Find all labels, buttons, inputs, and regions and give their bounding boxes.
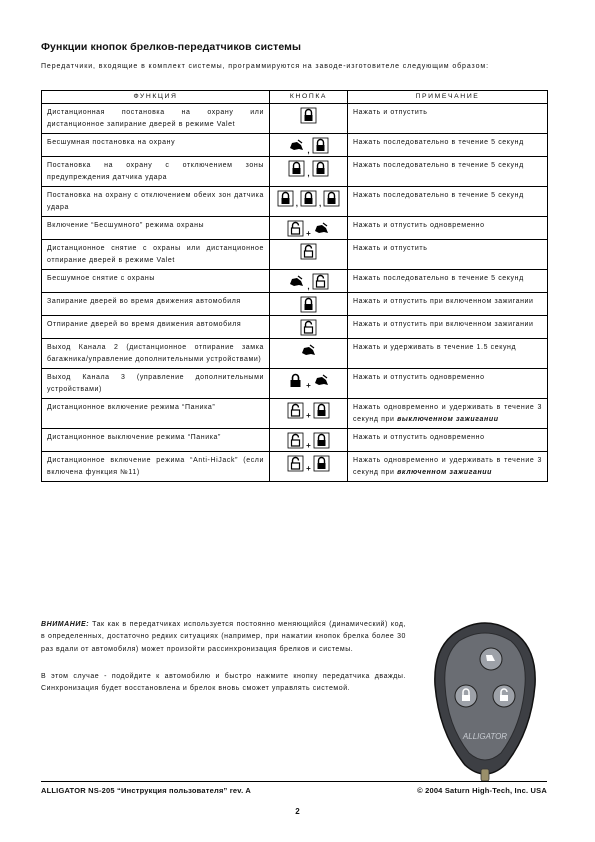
footer-left: ALLIGATOR NS-205 “Инструкция пользователя” rev. A (41, 786, 251, 795)
button-cell (270, 369, 348, 399)
function-cell: Выход Канала 2 (дистанционное отпирание замка багажника/управление дополнительными устройствами) (42, 339, 270, 369)
button-cell (270, 429, 348, 452)
warning-label: ВНИМАНИЕ: (41, 621, 90, 628)
table-row (42, 270, 548, 293)
lock-button-icon (312, 160, 329, 177)
note-emphasis: выключенном зажигании (397, 416, 499, 423)
note-text: Нажать и отпустить одновременно (353, 222, 485, 229)
button-separator: + (306, 464, 311, 473)
button-separator: + (306, 381, 311, 390)
unlock-button-icon (287, 402, 304, 419)
note-text: Нажать последовательно в течение 5 секунд (353, 139, 524, 146)
button-separator: , (307, 282, 310, 291)
button-cell (270, 339, 348, 369)
note-text: Нажать последовательно в течение 5 секунд (353, 275, 524, 282)
lock-button-icon (300, 296, 317, 313)
lock-button-icon (300, 107, 317, 124)
button-cell (270, 104, 348, 134)
unlock-button-icon (287, 432, 304, 449)
table-header-row (42, 91, 548, 104)
note-cell (348, 157, 548, 187)
warning-paragraph-2: В этом случае - подойдите к автомобилю и быстро нажмите кнопку передатчика дважды. Синхронизация будет восстановлена и брелок вновь сможет управлять системой. (41, 673, 406, 693)
trunk-button-icon (288, 273, 305, 290)
intro-text: Передатчики, входящие в комплект системы, программируются на заводе-изготовителе следующим образом: (41, 63, 489, 70)
function-cell: Бесшумное снятие с охраны (42, 270, 270, 293)
note-cell (348, 339, 548, 369)
function-cell: Отпирание дверей во время движения автомобиля (42, 316, 270, 339)
lock-button-icon (277, 190, 294, 207)
unlock-button-icon (300, 319, 317, 336)
button-cell (270, 187, 348, 217)
function-cell: Выход Канала 3 (управление дополнительными устройствами) (42, 369, 270, 399)
table-row (42, 293, 548, 316)
lock-button-icon (313, 432, 330, 449)
lock-button-icon (288, 160, 305, 177)
note-cell (348, 369, 548, 399)
header-note: ПРИМЕЧАНИЕ (348, 91, 548, 104)
table-row (42, 369, 548, 399)
unlock-button-icon (287, 220, 304, 237)
note-text: Нажать одновременно и удерживать в течение 3 секунд при (353, 404, 542, 423)
button-cell (270, 452, 348, 482)
note-cell (348, 293, 548, 316)
unlock-button-icon (300, 243, 317, 260)
table-row (42, 399, 548, 429)
header-function: ФУНКЦИЯ (42, 91, 270, 104)
note-cell (348, 270, 548, 293)
footer-right: © 2004 Saturn High-Tech, Inc. USA (417, 786, 547, 795)
table-row (42, 134, 548, 157)
remote-logo-text: ALLIGATOR (462, 732, 508, 741)
button-cell (270, 134, 348, 157)
function-cell: Дистанционное включение режима “Anti-HiJack” (если включена функция №11) (42, 452, 270, 482)
note-cell (348, 104, 548, 134)
table-row (42, 316, 548, 339)
trunk-button-icon (313, 220, 330, 237)
button-cell (270, 157, 348, 187)
table-row (42, 157, 548, 187)
trunk-button-icon (288, 137, 305, 154)
lock-button-icon (313, 455, 330, 472)
function-cell: Дистанционное снятие с охраны или дистанционное отпирание дверей в режиме Valet (42, 240, 270, 270)
table-row (42, 217, 548, 240)
note-text: Нажать последовательно в течение 5 секунд (353, 162, 524, 169)
note-cell (348, 240, 548, 270)
button-cell (270, 316, 348, 339)
table-row (42, 240, 548, 270)
note-cell (348, 452, 548, 482)
note-text: Нажать и отпустить одновременно (353, 374, 485, 381)
button-cell (270, 399, 348, 429)
table-row (42, 429, 548, 452)
note-text: Нажать и отпустить при включенном зажигании (353, 298, 534, 305)
button-separator: + (306, 229, 311, 238)
button-separator: , (307, 146, 310, 155)
unlock-button-icon (287, 455, 304, 472)
note-cell (348, 187, 548, 217)
function-cell: Включение “Бесшумного” режима охраны (42, 217, 270, 240)
function-cell: Бесшумная постановка на охрану (42, 134, 270, 157)
function-cell: Дистанционное включение режима “Паника” (42, 399, 270, 429)
warning-text: Так как в передатчиках используется постоянно меняющийся (динамический) код, в определенных, достаточно редких ситуациях (например, при нажатии кнопок брелка более 30 раз вдали от автомобиля) может произойти рассинхронизация брелков и системы. (41, 621, 406, 653)
table-row (42, 187, 548, 217)
trunk-button-icon (300, 342, 317, 359)
button-cell (270, 270, 348, 293)
note-text: Нажать одновременно и удерживать в течение 3 секунд при (353, 457, 542, 476)
button-cell (270, 217, 348, 240)
key-fob-image (425, 615, 545, 785)
lock-button-icon (300, 190, 317, 207)
note-text: Нажать и отпустить при включенном зажигании (353, 321, 534, 328)
note-cell (348, 134, 548, 157)
warning-paragraph (41, 619, 406, 656)
page-number: 2 (295, 807, 300, 816)
button-separator: , (319, 199, 322, 208)
note-text: Нажать и отпустить (353, 245, 428, 252)
note-text: Нажать и отпустить одновременно (353, 434, 485, 441)
button-separator: + (306, 411, 311, 420)
lock-button-icon (312, 137, 329, 154)
note-text: Нажать и удерживать в течение 1.5 секунд (353, 344, 517, 351)
page-title: Функции кнопок брелков-передатчиков системы (41, 41, 302, 53)
function-cell: Постановка на охрану с отключением зоны предупреждения датчика удара (42, 157, 270, 187)
lock-button-icon (323, 190, 340, 207)
lock-filled-button-icon (287, 372, 304, 389)
footer-divider (41, 781, 547, 782)
button-cell (270, 240, 348, 270)
lock-button-icon (313, 402, 330, 419)
trunk-button-icon (313, 372, 330, 389)
note-cell (348, 429, 548, 452)
button-separator: + (306, 441, 311, 450)
note-text: Нажать последовательно в течение 5 секунд (353, 192, 524, 199)
note-cell (348, 316, 548, 339)
note-text: Нажать и отпустить (353, 109, 428, 116)
button-separator: , (295, 199, 298, 208)
unlock-button-icon (312, 273, 329, 290)
table-row (42, 104, 548, 134)
note-cell (348, 217, 548, 240)
table-row (42, 452, 548, 482)
button-separator: , (307, 169, 310, 178)
function-cell: Дистанционное выключение режима “Паника” (42, 429, 270, 452)
function-cell: Запирание дверей во время движения автомобиля (42, 293, 270, 316)
function-cell: Дистанционная постановка на охрану или дистанционное запирание дверей в режиме Valet (42, 104, 270, 134)
functions-table (41, 90, 548, 482)
table-row (42, 339, 548, 369)
note-emphasis: включенном зажигании (397, 469, 493, 476)
function-cell: Постановка на охрану с отключением обеих зон датчика удара (42, 187, 270, 217)
header-button: КНОПКА (270, 91, 348, 104)
button-cell (270, 293, 348, 316)
note-cell (348, 399, 548, 429)
